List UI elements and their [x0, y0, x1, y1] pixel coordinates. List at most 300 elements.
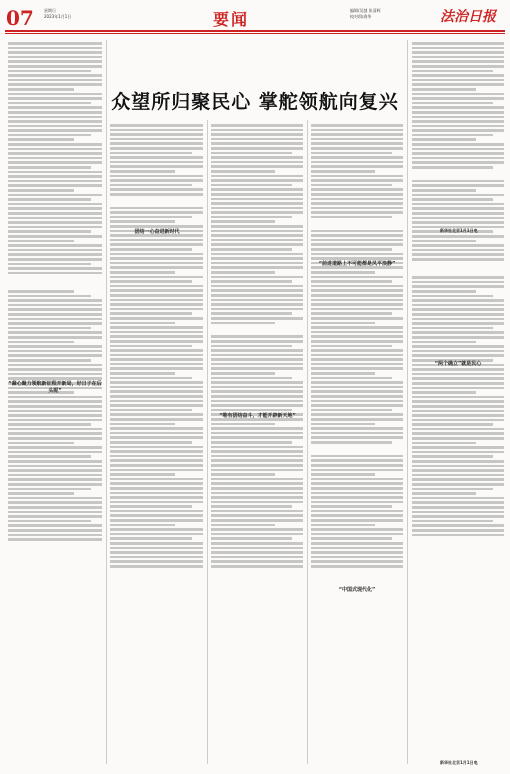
- text-line: [8, 230, 91, 233]
- column-divider: [106, 40, 107, 764]
- text-line: [311, 308, 403, 311]
- text-line: [8, 304, 102, 307]
- text-line: [412, 249, 504, 252]
- text-line: [8, 460, 102, 463]
- text-line: [110, 542, 203, 545]
- text-line: [8, 469, 102, 472]
- text-line: [110, 469, 203, 472]
- text-line: [211, 537, 292, 540]
- text-line: [412, 148, 504, 151]
- text-line: [110, 175, 203, 178]
- text-line: [110, 432, 203, 435]
- text-line: [412, 102, 493, 105]
- text-line: [311, 464, 403, 467]
- text-line: [8, 455, 91, 458]
- text-line: [8, 520, 91, 523]
- column-divider: [207, 120, 208, 764]
- text-line: [110, 478, 203, 481]
- text-line: [8, 327, 91, 330]
- text-line: [8, 322, 102, 325]
- text-line: [8, 465, 102, 468]
- text-line: [311, 211, 403, 214]
- text-line: [412, 116, 504, 119]
- text-line: [412, 382, 504, 385]
- text-line: [311, 280, 392, 283]
- text-line: [110, 220, 175, 223]
- text-line: [211, 248, 292, 251]
- text-line: [412, 341, 476, 344]
- text-line: [8, 290, 74, 293]
- text-line: [311, 432, 403, 435]
- text-line: [311, 501, 403, 504]
- text-line: [311, 248, 392, 251]
- text-line: [211, 303, 303, 306]
- text-line: [110, 303, 203, 306]
- text-line: [211, 253, 303, 256]
- text-line: [211, 372, 275, 375]
- text-line: [110, 294, 203, 297]
- proofreader-line: 校对/陈海华: [350, 14, 372, 19]
- text-line: [311, 496, 403, 499]
- text-line: [412, 198, 493, 201]
- text-line: [110, 381, 203, 384]
- text-line: [211, 441, 292, 444]
- text-line: [211, 450, 303, 453]
- text-line: [311, 363, 403, 366]
- text-line: [8, 400, 102, 403]
- text-line: [110, 335, 203, 338]
- page-number: 07: [6, 6, 34, 30]
- text-line: [311, 537, 392, 540]
- text-line: [110, 537, 192, 540]
- text-line: [311, 381, 403, 384]
- text-line: [211, 335, 303, 338]
- text-line: [110, 317, 203, 320]
- text-line: [412, 400, 504, 403]
- text-line: [412, 373, 504, 376]
- text-line: [110, 404, 203, 407]
- text-line: [8, 47, 102, 50]
- text-line: [110, 193, 203, 196]
- text-column-5: [412, 40, 504, 760]
- text-line: [211, 464, 303, 467]
- text-line: [211, 377, 292, 380]
- text-line: [211, 423, 275, 426]
- text-line: [311, 372, 375, 375]
- text-line: [412, 488, 493, 491]
- text-line: [311, 276, 403, 279]
- text-line: [110, 501, 203, 504]
- text-line: [8, 478, 102, 481]
- text-line: [211, 211, 303, 214]
- text-line: [412, 469, 504, 472]
- text-line: [311, 179, 403, 182]
- text-line: [8, 244, 102, 247]
- masthead-thin-rule: [5, 33, 505, 34]
- text-line: [311, 124, 403, 127]
- text-line: [412, 106, 504, 109]
- text-line: [311, 216, 392, 219]
- text-line: [110, 551, 203, 554]
- text-line: [311, 519, 403, 522]
- text-line: [412, 377, 504, 380]
- text-line: [311, 551, 403, 554]
- text-line: [8, 56, 102, 59]
- text-line: [8, 217, 102, 220]
- text-line: [412, 428, 504, 431]
- text-line: [110, 455, 203, 458]
- text-line: [211, 436, 303, 439]
- text-line: [211, 198, 303, 201]
- text-line: [412, 396, 504, 399]
- text-line: [8, 51, 102, 54]
- text-line: [110, 400, 203, 403]
- text-line: [412, 451, 504, 454]
- text-line: [311, 230, 403, 233]
- text-line: [110, 299, 203, 302]
- text-line: [311, 170, 375, 173]
- text-line: [311, 514, 403, 517]
- text-line: [412, 492, 476, 495]
- text-line: [8, 336, 102, 339]
- text-line: [8, 368, 102, 371]
- text-line: [8, 405, 102, 408]
- subhead-2: 团结一心奋进新时代: [134, 229, 180, 235]
- text-line: [8, 364, 102, 367]
- text-line: [412, 65, 504, 68]
- text-line: [412, 217, 504, 220]
- text-line: [211, 170, 275, 173]
- text-line: [412, 258, 504, 261]
- text-line: [211, 446, 303, 449]
- text-line: [110, 248, 192, 251]
- text-line: [412, 74, 504, 77]
- text-line: [110, 280, 192, 283]
- text-line: [8, 350, 102, 353]
- text-line: [211, 175, 303, 178]
- text-line: [311, 243, 403, 246]
- text-line: [110, 372, 175, 375]
- text-line: [211, 459, 303, 462]
- text-line: [412, 240, 476, 243]
- text-line: [211, 165, 303, 168]
- text-line: [311, 161, 403, 164]
- text-line: [8, 93, 102, 96]
- text-line: [412, 244, 504, 247]
- text-line: [8, 111, 102, 114]
- text-line: [8, 299, 102, 302]
- text-line: [311, 294, 403, 297]
- text-line: [8, 506, 102, 509]
- text-line: [8, 515, 102, 518]
- text-line: [412, 515, 504, 518]
- text-line: [8, 451, 102, 454]
- text-line: [8, 272, 102, 275]
- text-line: [311, 299, 403, 302]
- text-line: [211, 262, 303, 265]
- text-line: [412, 474, 504, 477]
- text-line: [8, 166, 91, 169]
- text-line: [8, 226, 102, 229]
- text-line: [412, 437, 504, 440]
- text-line: [110, 505, 192, 508]
- text-line: [110, 418, 203, 421]
- text-line: [110, 211, 203, 214]
- text-line: [8, 203, 102, 206]
- text-line: [412, 253, 504, 256]
- text-line: [8, 157, 102, 160]
- text-column-2: [110, 122, 203, 762]
- text-line: [8, 313, 102, 316]
- text-line: [412, 368, 504, 371]
- text-line: [311, 478, 403, 481]
- text-line: [8, 474, 102, 477]
- text-line: [8, 171, 102, 174]
- text-line: [412, 442, 476, 445]
- text-line: [110, 423, 175, 426]
- text-line: [8, 524, 102, 527]
- text-line: [8, 295, 91, 298]
- text-line: [311, 349, 403, 352]
- text-line: [211, 363, 303, 366]
- subhead-1: “凝心聚力领航新征程开新局，好日子在后头呢”: [8, 381, 102, 394]
- text-line: [412, 97, 504, 100]
- text-line: [110, 266, 203, 269]
- text-line: [110, 482, 203, 485]
- text-line: [211, 492, 303, 495]
- text-line: [311, 556, 403, 559]
- text-line: [110, 487, 203, 490]
- text-line: [110, 271, 175, 274]
- text-line: [412, 70, 493, 73]
- text-line: [110, 165, 203, 168]
- text-line: [110, 312, 192, 315]
- text-line: [110, 459, 203, 462]
- text-line: [8, 88, 74, 91]
- text-line: [211, 400, 303, 403]
- text-line: [211, 533, 303, 536]
- text-line: [110, 436, 203, 439]
- text-line: [311, 395, 403, 398]
- text-line: [311, 253, 403, 256]
- text-line: [211, 230, 303, 233]
- text-line: [412, 47, 504, 50]
- text-line: [110, 188, 203, 191]
- text-line: [110, 138, 203, 141]
- text-line: [211, 519, 303, 522]
- text-line: [311, 138, 403, 141]
- text-line: [110, 386, 203, 389]
- text-line: [8, 258, 102, 261]
- text-line: [412, 524, 504, 527]
- text-line: [8, 341, 74, 344]
- text-line: [211, 147, 303, 150]
- text-line: [8, 419, 102, 422]
- text-line: [412, 331, 504, 334]
- text-line: [110, 161, 203, 164]
- text-line: [412, 322, 504, 325]
- text-line: [211, 188, 303, 191]
- text-line: [110, 129, 203, 132]
- text-line: [211, 349, 303, 352]
- text-line: [311, 317, 403, 320]
- text-line: [8, 446, 102, 449]
- text-line: [110, 510, 203, 513]
- text-line: [311, 202, 403, 205]
- text-line: [311, 289, 403, 292]
- text-line: [412, 56, 504, 59]
- text-line: [311, 326, 403, 329]
- text-line: [110, 560, 203, 563]
- text-line: [110, 331, 203, 334]
- text-line: [8, 161, 102, 164]
- text-line: [412, 166, 493, 169]
- text-line: [311, 129, 403, 132]
- text-line: [311, 409, 392, 412]
- text-line: [8, 134, 91, 137]
- text-line: [311, 207, 403, 210]
- text-line: [311, 482, 403, 485]
- text-line: [8, 97, 102, 100]
- text-line: [412, 387, 504, 390]
- text-line: [412, 478, 504, 481]
- text-line: [211, 138, 303, 141]
- text-line: [412, 51, 504, 54]
- text-line: [211, 193, 303, 196]
- text-line: [412, 483, 504, 486]
- text-line: [110, 349, 203, 352]
- text-line: [110, 395, 203, 398]
- text-line: [211, 312, 292, 315]
- text-line: [311, 505, 392, 508]
- text-line: [110, 239, 203, 242]
- text-line: [8, 432, 102, 435]
- text-line: [211, 234, 303, 237]
- text-line: [211, 285, 303, 288]
- text-line: [211, 469, 303, 472]
- text-line: [311, 487, 403, 490]
- text-line: [412, 501, 504, 504]
- text-line: [110, 514, 203, 517]
- text-column-4: [311, 122, 403, 762]
- text-line: [412, 152, 504, 155]
- text-line: [8, 212, 102, 215]
- text-line: [110, 133, 203, 136]
- text-line: [211, 496, 303, 499]
- text-line: [211, 340, 303, 343]
- text-line: [110, 124, 203, 127]
- text-line: [211, 202, 303, 205]
- text-line: [412, 410, 504, 413]
- text-line: [412, 419, 504, 422]
- text-line: [211, 547, 303, 550]
- text-line: [110, 367, 203, 370]
- text-line: [110, 179, 203, 182]
- text-line: [8, 249, 102, 252]
- text-line: [412, 460, 504, 463]
- text-line: [211, 551, 303, 554]
- text-line: [110, 492, 203, 495]
- text-line: [211, 354, 303, 357]
- text-line: [211, 427, 303, 430]
- text-line: [8, 529, 102, 532]
- text-line: [412, 327, 493, 330]
- text-line: [412, 336, 504, 339]
- text-line: [311, 560, 403, 563]
- text-line: [8, 267, 102, 270]
- text-line: [110, 322, 175, 325]
- text-line: [8, 428, 102, 431]
- text-line: [412, 313, 504, 316]
- text-line: [412, 212, 504, 215]
- text-line: [311, 377, 392, 380]
- text-line: [311, 331, 403, 334]
- text-line: [110, 257, 203, 260]
- text-line: [8, 442, 74, 445]
- text-line: [211, 565, 303, 568]
- text-line: [8, 65, 102, 68]
- text-line: [8, 129, 102, 132]
- text-line: [412, 529, 504, 532]
- text-line: [311, 473, 375, 476]
- text-line: [211, 124, 303, 127]
- text-line: [311, 528, 403, 531]
- text-line: [211, 280, 292, 283]
- text-line: [211, 257, 303, 260]
- text-line: [211, 271, 275, 274]
- text-line: [412, 432, 504, 435]
- text-line: [311, 524, 375, 527]
- text-line: [311, 156, 403, 159]
- text-line: [412, 345, 504, 348]
- text-line: [110, 427, 203, 430]
- text-line: [311, 147, 403, 150]
- text-line: [412, 308, 504, 311]
- text-line: [211, 129, 303, 132]
- text-line: [8, 138, 74, 141]
- text-line: [8, 511, 102, 514]
- text-line: [8, 207, 102, 210]
- text-line: [8, 125, 102, 128]
- text-line: [110, 340, 203, 343]
- text-line: [211, 542, 303, 545]
- text-line: [412, 318, 504, 321]
- subhead-4: “前进道路上不可能都是风平浪静”: [318, 261, 396, 267]
- text-line: [211, 432, 303, 435]
- text-line: [110, 170, 175, 173]
- text-line: [211, 510, 303, 513]
- text-line: [211, 276, 303, 279]
- text-line: [412, 93, 504, 96]
- text-line: [412, 189, 476, 192]
- text-line: [211, 133, 303, 136]
- text-line: [211, 243, 303, 246]
- text-line: [8, 331, 102, 334]
- text-line: [211, 299, 303, 302]
- text-line: [110, 276, 203, 279]
- text-line: [412, 497, 504, 500]
- text-line: [211, 482, 303, 485]
- text-line: [211, 455, 303, 458]
- text-line: [311, 436, 403, 439]
- text-line: [211, 239, 303, 242]
- text-line: [8, 42, 102, 45]
- section-title: 要闻: [213, 10, 250, 29]
- text-line: [211, 225, 303, 228]
- text-line: [211, 308, 303, 311]
- text-line: [110, 413, 203, 416]
- text-line: [412, 194, 504, 197]
